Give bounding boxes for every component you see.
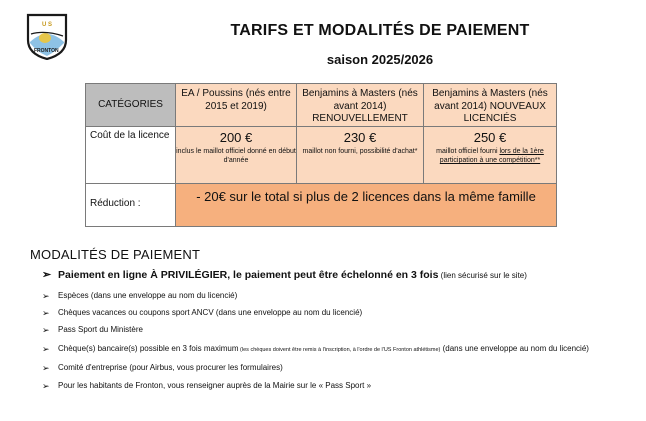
list-item: ➢ Chèques vacances ou coupons sport ANCV (dans une enveloppe au nom du licencié) — [42, 307, 363, 318]
price-row — [86, 126, 557, 183]
reduction-label-cell — [86, 183, 176, 226]
arrow-bullet-icon: ➢ — [42, 325, 50, 336]
svg-text:U S: U S — [42, 22, 53, 28]
cost-label: Coût de la licence — [86, 126, 176, 183]
price-note-underlined: lors de la 1ère participation à une compétition** — [439, 147, 544, 165]
price-amount: 230 € — [343, 129, 377, 145]
svg-text:FRONTON: FRONTON — [34, 48, 59, 54]
pricing-table — [85, 83, 557, 227]
arrow-bullet-icon: ➢ — [42, 269, 52, 281]
price-note: maillot officiel fourni lors de la 1ère participation à une compétition** — [436, 147, 544, 165]
categories-label: CATÉGORIES — [98, 98, 163, 110]
price-note: inclus le maillot officiel donné en début d'année — [176, 147, 296, 165]
reduction-cell — [176, 183, 557, 226]
price-cell-ea-poussins — [176, 126, 297, 183]
section-title-modalites: MODALITÉS DE PAIEMENT — [30, 247, 201, 262]
price-amount: 200 € — [219, 129, 253, 145]
category-header-ea-poussins: EA / Poussins (nés entre 2015 et 2019) — [176, 84, 297, 127]
arrow-bullet-icon: ➢ — [42, 363, 50, 374]
price-cell-nouveaux — [424, 126, 557, 183]
list-item: ➢ Pass Sport du Ministère — [42, 325, 143, 336]
arrow-bullet-icon: ➢ — [42, 344, 50, 355]
list-item: ➢ Chèque(s) bancaire(s) possible en 3 fois maximum (les chèques doivent être remis à l'inscription, à l'ordre de l'US Fronton athlétisme) (dans une enveloppe au nom du licencié) — [42, 341, 632, 356]
payment-modalities-list — [42, 268, 632, 397]
list-item: ➢ Paiement en ligne À PRIVILÉGIER, le paiement peut être échelonné en 3 fois (lien sécurisé sur le site) — [42, 268, 632, 283]
arrow-bullet-icon: ➢ — [42, 380, 50, 391]
reduction-row — [86, 183, 557, 226]
price-note: maillot non fourni, possibilité d'achat* — [302, 147, 418, 155]
us-fronton-logo — [25, 12, 69, 60]
reduction-text: - 20€ sur le total si plus de 2 licences dans la même famille — [196, 188, 536, 204]
categories-header — [86, 84, 176, 127]
season-subtitle: saison 2025/2026 — [326, 52, 434, 67]
list-item: ➢ Espèces (dans une enveloppe au nom du licencié) — [42, 290, 238, 301]
list-item: ➢ Comité d'entreprise (pour Airbus, vous procurer les formulaires) — [42, 363, 283, 374]
header-row — [86, 84, 557, 127]
arrow-bullet-icon: ➢ — [42, 307, 50, 318]
price-cell-renouvellement — [297, 126, 424, 183]
category-header-renouvellement: Benjamins à Masters (nés avant 2014) RENOUVELLEMENT — [297, 84, 424, 127]
category-header-nouveaux: Benjamins à Masters (nés avant 2014) NOUVEAUX LICENCIÉS — [424, 84, 557, 127]
price-amount: 250 € — [473, 129, 507, 145]
list-item: ➢ Pour les habitants de Fronton, vous renseigner auprès de la Mairie sur le « Pass Sport » — [42, 380, 372, 391]
arrow-bullet-icon: ➢ — [42, 290, 50, 301]
reduction-label: Réduction : — [90, 198, 141, 210]
page-title: TARIFS ET MODALITÉS DE PAIEMENT — [230, 22, 530, 39]
